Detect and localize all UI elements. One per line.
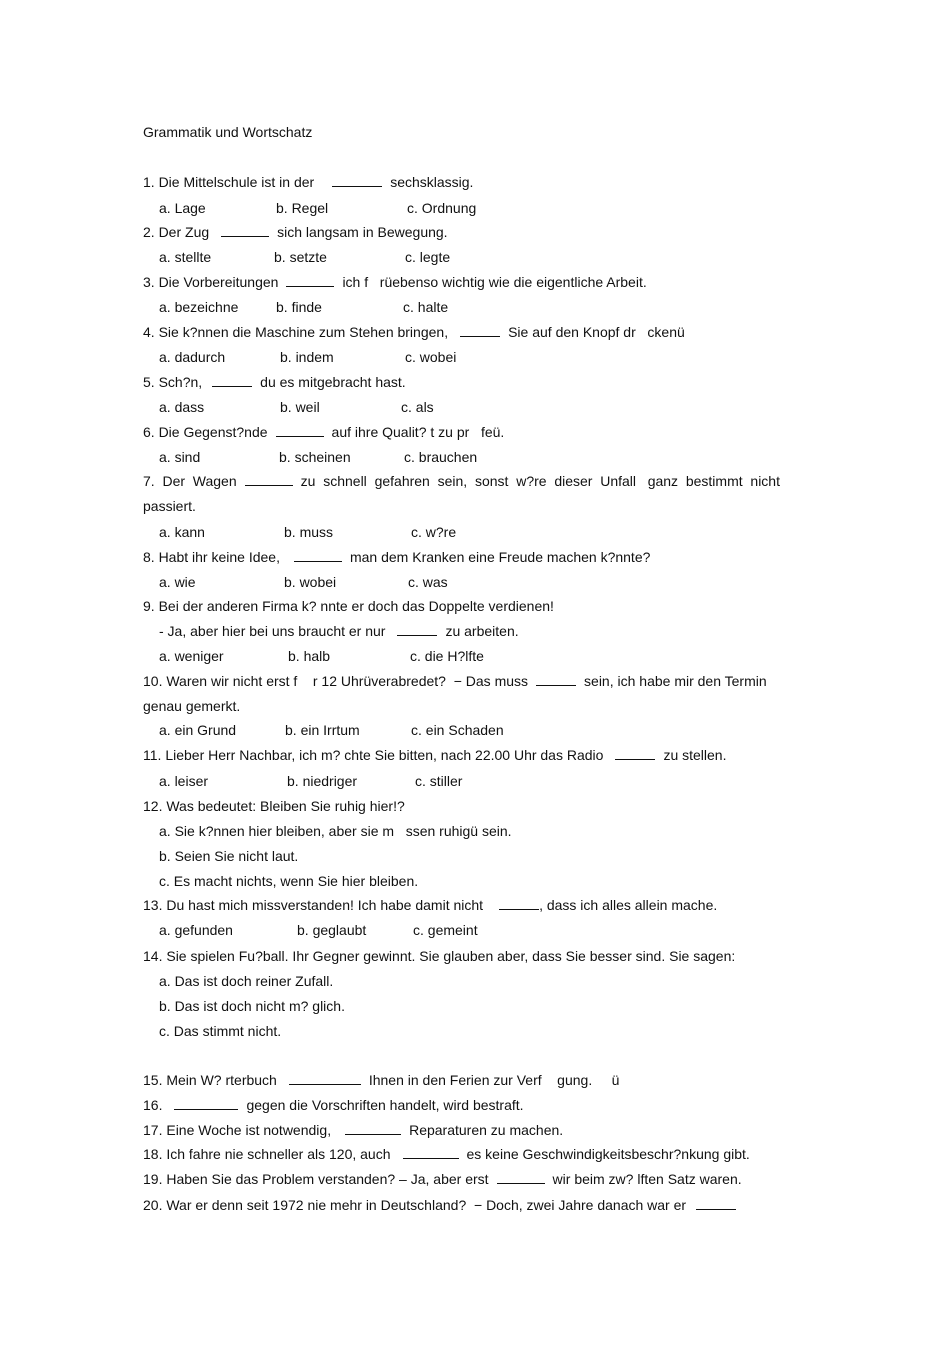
answer-blank[interactable]: [345, 1122, 401, 1135]
question-3-text: 3. Die Vorbereitungen: [143, 274, 279, 290]
answer-blank[interactable]: [221, 224, 269, 237]
question-12-text: 12. Was bedeutet: Bleiben Sie ruhig hier!?: [143, 798, 405, 814]
question-11-text: 11. Lieber Herr Nachbar, ich m? chte Sie bitten, nach 22.00 Uhr das Radio: [143, 747, 604, 763]
option-b[interactable]: b. muss: [284, 524, 334, 540]
question-18: [143, 1145, 750, 1163]
option-c[interactable]: c. halte: [403, 299, 449, 315]
question-17-text: 17. Eine Woche ist notwendig,: [143, 1122, 332, 1138]
question-11-text-end: zu stellen.: [663, 747, 727, 763]
option-a[interactable]: a. gefunden: [159, 922, 233, 938]
question-8: [143, 548, 650, 566]
question-10-continuation: genau gemerkt.: [143, 698, 241, 714]
question-9-text: 9. Bei der anderen Firma k? nnte er doch das Doppelte verdienen!: [143, 598, 554, 614]
question-7-text: 7. Der Wagen: [143, 473, 237, 489]
option-c[interactable]: c. wobei: [405, 349, 457, 365]
question-13-text-end: , dass ich alles allein mache.: [539, 897, 718, 913]
question-2: [143, 223, 448, 241]
option-c[interactable]: c. ein Schaden: [411, 722, 504, 738]
question-9-reply-end: zu arbeiten.: [445, 623, 519, 639]
question-15-text: 15. Mein W? rterbuch: [143, 1072, 277, 1088]
option-b[interactable]: b. scheinen: [279, 449, 351, 465]
answer-blank[interactable]: [332, 174, 382, 187]
question-16: [143, 1096, 524, 1114]
page-title: Grammatik und Wortschatz: [143, 124, 313, 140]
question-10: [143, 672, 767, 690]
question-9-reply: [159, 622, 519, 640]
option-b[interactable]: b. niedriger: [287, 773, 358, 789]
option-c[interactable]: c. die H?lfte: [410, 648, 484, 664]
question-4-text: 4. Sie k?nnen die Maschine zum Stehen bringen,: [143, 324, 449, 340]
option-c[interactable]: c. Das stimmt nicht.: [159, 1023, 282, 1039]
question-17: [143, 1121, 563, 1139]
answer-blank[interactable]: [174, 1097, 238, 1110]
option-a[interactable]: a. kann: [159, 524, 205, 540]
option-a[interactable]: a. bezeichne: [159, 299, 239, 315]
option-c[interactable]: c. gemeint: [413, 922, 478, 938]
question-1: [143, 173, 473, 191]
option-a[interactable]: a. Lage: [159, 200, 206, 216]
option-c[interactable]: c. w?re: [411, 524, 457, 540]
question-5-text-end: du es mitgebracht hast.: [260, 374, 406, 390]
question-13: [143, 896, 717, 914]
answer-blank[interactable]: [212, 374, 252, 387]
option-b[interactable]: b. Seien Sie nicht laut.: [159, 848, 299, 864]
question-13-text: 13. Du hast mich missverstanden! Ich habe damit nicht: [143, 897, 484, 913]
option-b[interactable]: b. ein Irrtum: [285, 722, 360, 738]
question-7-text-end: zu schnell gefahren sein, sonst w?re dieser Unfall ganz bestimmt nicht: [300, 473, 780, 489]
option-b[interactable]: b. weil: [280, 399, 320, 415]
option-b[interactable]: b. Das ist doch nicht m? glich.: [159, 998, 345, 1014]
answer-blank[interactable]: [499, 897, 539, 910]
option-a[interactable]: a. stellte: [159, 249, 212, 265]
answer-blank[interactable]: [696, 1197, 736, 1210]
answer-blank[interactable]: [497, 1171, 545, 1184]
question-7-continuation: passiert.: [143, 498, 196, 514]
question-15-text-end: Ihnen in den Ferien zur Verf gung. ü: [368, 1072, 620, 1088]
question-20-text: 20. War er denn seit 1972 nie mehr in Deutschland? − Doch, zwei Jahre danach war er: [143, 1197, 687, 1213]
option-b[interactable]: b. Regel: [276, 200, 329, 216]
question-19-text-end: wir beim zw? lften Satz waren.: [552, 1171, 742, 1187]
answer-blank[interactable]: [615, 747, 655, 760]
question-7: [143, 472, 780, 490]
question-5: [143, 373, 406, 391]
answer-blank[interactable]: [536, 673, 576, 686]
answer-blank[interactable]: [289, 1072, 361, 1085]
option-a[interactable]: a. weniger: [159, 648, 224, 664]
option-b[interactable]: b. setzte: [274, 249, 327, 265]
question-14-text: 14. Sie spielen Fu?ball. Ihr Gegner gewinnt. Sie glauben aber, dass Sie besser sind. Sie sagen:: [143, 948, 736, 964]
question-4: [143, 323, 685, 341]
question-1-text: 1. Die Mittelschule ist in der: [143, 174, 315, 190]
option-b[interactable]: b. wobei: [284, 574, 337, 590]
question-11: [143, 746, 727, 764]
answer-blank[interactable]: [245, 473, 293, 486]
question-19-text: 19. Haben Sie das Problem verstanden? – Ja, aber erst: [143, 1171, 489, 1187]
answer-blank[interactable]: [403, 1146, 459, 1159]
question-18-text: 18. Ich fahre nie schneller als 120, auch: [143, 1146, 391, 1162]
question-9-reply-text: - Ja, aber hier bei uns braucht er nur: [159, 623, 386, 639]
question-1-text-end: sechsklassig.: [390, 174, 474, 190]
option-b[interactable]: b. halb: [288, 648, 331, 664]
option-a[interactable]: a. dadurch: [159, 349, 226, 365]
option-c[interactable]: c. legte: [405, 249, 451, 265]
question-15: [143, 1071, 619, 1089]
option-a[interactable]: a. wie: [159, 574, 196, 590]
option-b[interactable]: b. indem: [280, 349, 334, 365]
question-20: [143, 1196, 744, 1214]
question-8-text: 8. Habt ihr keine Idee,: [143, 549, 280, 565]
question-3-text-end: ich f rüebenso wichtig wie die eigentliche Arbeit.: [342, 274, 647, 290]
question-18-text-end: es keine Geschwindigkeitsbeschr?nkung gibt.: [466, 1146, 750, 1162]
option-b[interactable]: b. geglaubt: [297, 922, 367, 938]
option-a[interactable]: a. Das ist doch reiner Zufall.: [159, 973, 334, 989]
question-16-text: 16.: [143, 1097, 163, 1113]
question-17-text-end: Reparaturen zu machen.: [409, 1122, 564, 1138]
question-4-text-end: Sie auf den Knopf dr ckenü: [508, 324, 685, 340]
question-19: [143, 1170, 742, 1188]
question-6: [143, 423, 504, 441]
option-c[interactable]: c. als: [401, 399, 434, 415]
option-c[interactable]: c. brauchen: [404, 449, 478, 465]
question-2-text: 2. Der Zug: [143, 224, 210, 240]
option-a[interactable]: a. leiser: [159, 773, 209, 789]
option-a[interactable]: a. ein Grund: [159, 722, 237, 738]
question-8-text-end: man dem Kranken eine Freude machen k?nnte?: [349, 549, 651, 565]
question-16-text-end: gegen die Vorschriften handelt, wird bestraft.: [246, 1097, 524, 1113]
question-3: [143, 273, 647, 291]
option-c[interactable]: c. was: [408, 574, 448, 590]
answer-blank[interactable]: [294, 549, 342, 562]
question-6-text-end: auf ihre Qualit? t zu pr feü.: [331, 424, 505, 440]
question-10-text-end: sein, ich habe mir den Termin: [584, 673, 767, 689]
question-2-text-end: sich langsam in Bewegung.: [277, 224, 448, 240]
option-b[interactable]: b. finde: [276, 299, 322, 315]
option-a[interactable]: a. sind: [159, 449, 201, 465]
answer-blank[interactable]: [460, 324, 500, 337]
question-10-text: 10. Waren wir nicht erst f r 12 Uhrüverabredet? − Das muss: [143, 673, 529, 689]
option-c[interactable]: c. Es macht nichts, wenn Sie hier bleiben.: [159, 873, 419, 889]
answer-blank[interactable]: [276, 424, 324, 437]
answer-blank[interactable]: [397, 623, 437, 636]
question-5-text: 5. Sch?n,: [143, 374, 203, 390]
answer-blank[interactable]: [286, 274, 334, 287]
option-a[interactable]: a. dass: [159, 399, 205, 415]
option-c[interactable]: c. stiller: [415, 773, 463, 789]
option-a[interactable]: a. Sie k?nnen hier bleiben, aber sie m ssen ruhigü sein.: [159, 823, 512, 839]
option-c[interactable]: c. Ordnung: [407, 200, 477, 216]
question-6-text: 6. Die Gegenst?nde: [143, 424, 268, 440]
